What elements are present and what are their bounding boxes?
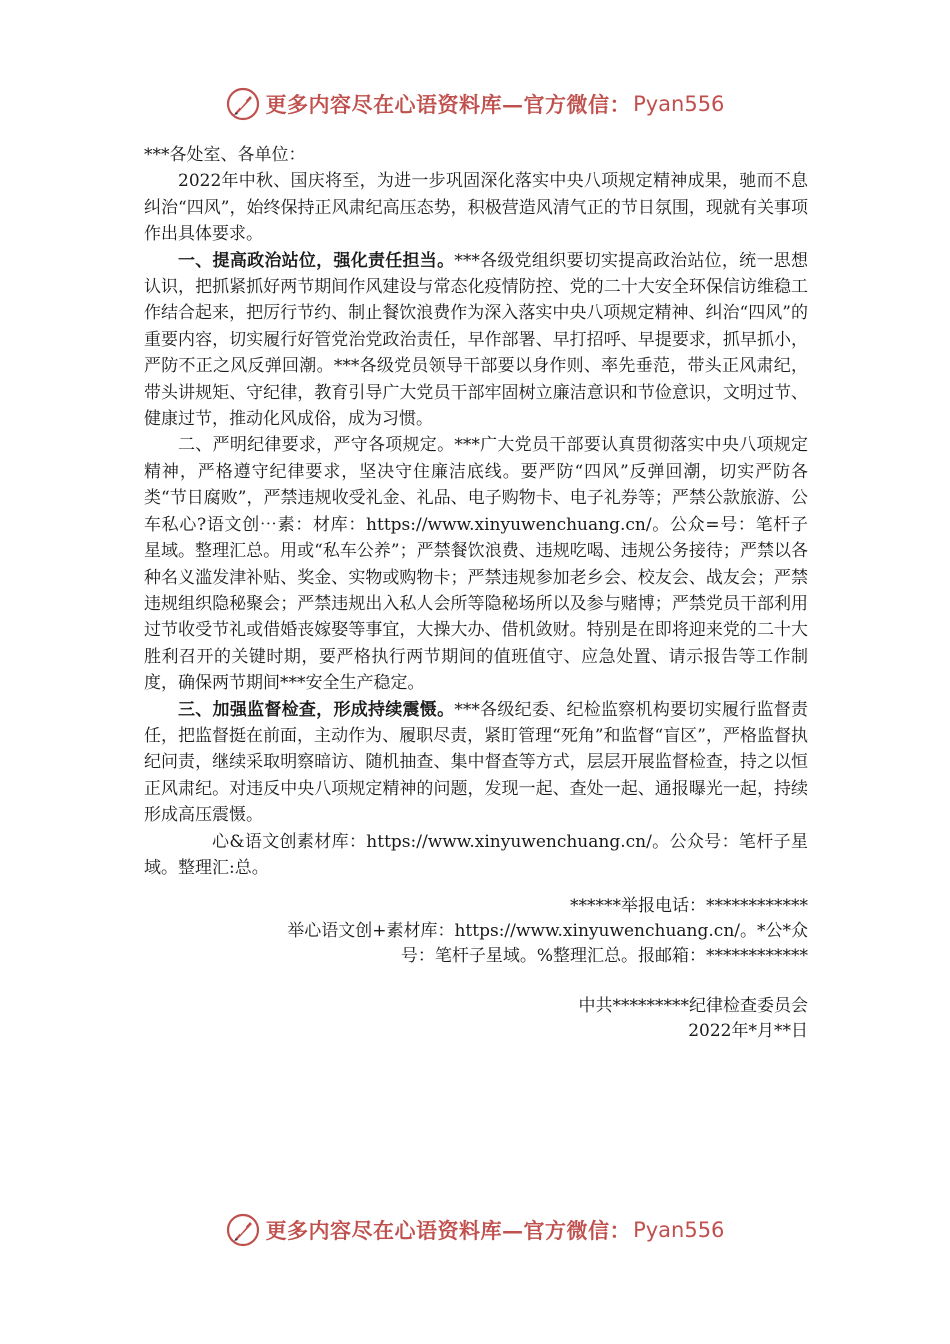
report-mail-line-1: 举心语文创+素材库：https://www.xinyuwenchuang.cn/。*公*众 — [287, 921, 808, 941]
section-2-heading: 二、严明纪律要求，严守各项规定。 — [178, 435, 455, 456]
signature: 中共*********纪律检查委员会 — [578, 996, 808, 1016]
section-1-body: ***各级党组织要切实提高政治站位，统一思想认识，把抓紧抓好两节期间作风建设与常态化疫情防控、党的二十大安全环保信访维稳工作结合起来，把厉行节约、制止餐饮浪费作为深入落实中央八项规定精神、纠治“四风”的重要内容，切实履行好管党治党政治责任，早作部署、早打招呼、早提要求，抓早抓小，严防不正之风反弹回潮。***各级党员领导干部要以身作则、率先垂范，带头正风肃纪，带头讲规矩、守纪律，教育引导广大党员干部牢固树立廉洁意识和节俭意识，文明过节、健康过节，推动化风成俗，成为习惯。 — [144, 250, 809, 430]
banner-text: 更多内容尽在心语资料库—官方微信： — [265, 1218, 632, 1243]
section-3-body: ***各级纪委、纪检监察机构要切实履行监督责任，把监督挺在前面，主动作为、履职尽责，紧盯管理“死角”和监督“盲区”，严格监督执纪问责，继续采取明察暗访、随机抽查、集中督查等方式，层层开展监督检查，持之以恒正风肃纪。对违反中央八项规定精神的问题，发现一起、查处一起、通报曝光一起，持续形成高压震慑。 — [144, 699, 809, 826]
report-phone: ******举报电话：************ — [570, 896, 808, 916]
promo-line: 心&语文创素材库：https://www.xinyuwenchuang.cn/。公众号：笔杆子星域。整理汇:总。 — [144, 831, 808, 878]
footer-banner — [0, 1210, 950, 1250]
section-3 — [144, 697, 808, 829]
section-2 — [144, 432, 808, 696]
section-3-heading: 三、加强监督检查，形成持续震慑。 — [178, 699, 455, 720]
banner-wechat-id: Pyan556 — [633, 1218, 725, 1242]
header-banner — [0, 84, 950, 124]
salutation: ***各处室、各单位： — [144, 145, 306, 165]
banner-wechat-id: Pyan556 — [633, 92, 725, 116]
section-1 — [144, 248, 808, 433]
quill-pen-logo-icon — [226, 87, 260, 121]
intro-paragraph: 2022年中秋、国庆将至，为进一步巩固深化落实中央八项规定精神成果，驰而不息纠治“四风”，始终保持正风肃纪高压态势，积极营造风清气正的节日氛围，现就有关事项作出具体要求。 — [144, 171, 808, 245]
date: 2022年*月**日 — [688, 1021, 808, 1041]
banner-text: 更多内容尽在心语资料库—官方微信： — [265, 92, 632, 117]
section-1-heading: 一、提高政治站位，强化责任担当。 — [178, 250, 455, 271]
document-body — [144, 142, 808, 881]
quill-pen-logo-icon — [226, 1213, 260, 1247]
section-2-body: ***广大党员干部要认真贯彻落实中央八项规定精神，严格遵守纪律要求，坚决守住廉洁底线。要严防“四风”反弹回潮，切实严防各类“节日腐败”，严禁违规收受礼金、礼品、电子购物卡、电子礼券等；严禁公款旅游、公车私心?语文创⋯素：材库：https://www.xinyuwenchuang.cn/。公众=号：笔杆子星域。整理汇总。用或“私车公养”；严禁餐饮浪费、违规吃喝、违规公务接待；严禁以各种名义滥发津补贴、奖金、实物或购物卡；严禁违规参加老乡会、校友会、战友会；严禁违规组织隐秘聚会；严禁违规出入私人会所等隐秘场所以及参与赌博；严禁党员干部利用过节收受节礼或借婚丧嫁娶等事宜，大操大办、借机敛财。特别是在即将迎来党的二十大胜利召开的关键时期，要严格执行两节期间的值班值守、应急处置、请示报告等工作制度，确保两节期间***安全生产稳定。 — [144, 435, 809, 694]
report-mail-line-2: 号：笔杆子星域。%整理汇总。报邮箱：************ — [400, 946, 808, 966]
